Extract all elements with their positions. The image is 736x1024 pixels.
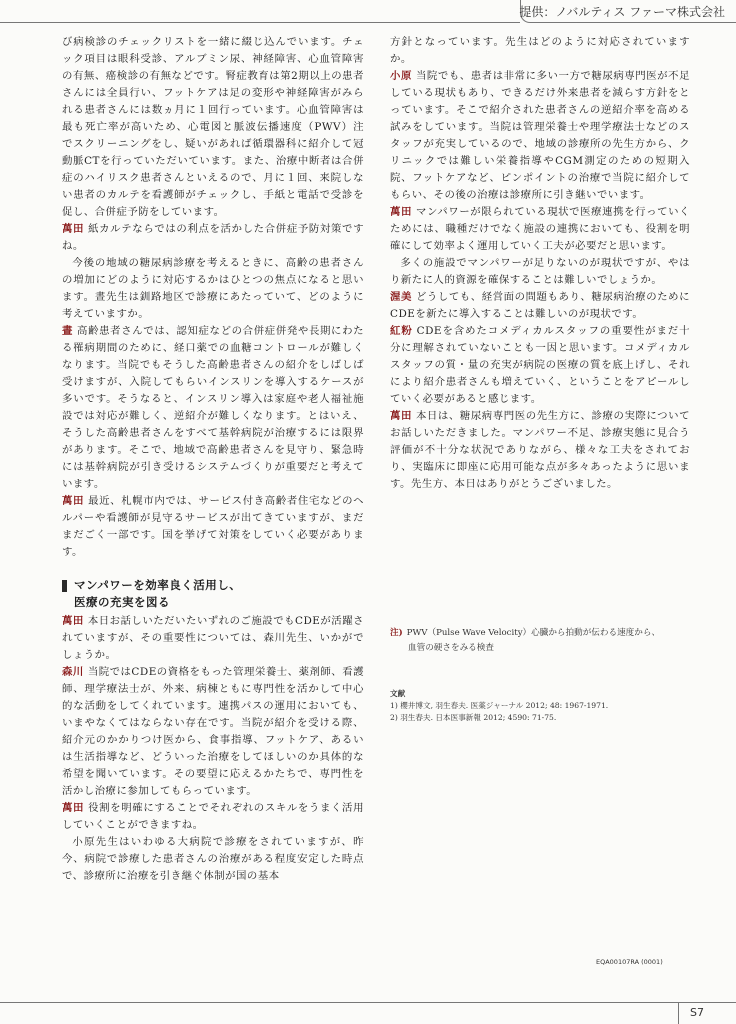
- paragraph: [390, 68, 690, 204]
- paragraph: [390, 408, 690, 493]
- paragraph-text: 当院でも、患者は非常に多い一方で糖尿病専門医が不足している現状もあり、できるだけ外来患者を減らす方針をとっています。そこで紹介された患者さんの逆紹介率を高める試みをしています。当院は管理栄養士や理学療法士などのスタッフが充実しているので、地域の診療所の先生方から、クリニックでは難しい栄養指導やCGM測定のための短期入院、フットケアなど、ピンポイントの治療で当院に紹介してもらい、その後の治療は診療所に引き継いでいます。: [390, 70, 691, 201]
- paragraph: [62, 255, 364, 323]
- sponsor-credit: 提供：ノバルティス ファーマ株式会社: [519, 5, 725, 19]
- left-column: [62, 34, 364, 885]
- section-marker: [62, 580, 67, 592]
- paragraph: [390, 323, 690, 408]
- paragraph-text: 高齢患者さんでは、認知症などの合併症併発や長期にわたる罹病期間のために、経口薬での血糖コントロールが難しくなります。当院でもそうした高齢患者さんの紹介をしばしば受けますが、入院してもらいインスリンを導入するケースが多いです。そうなると、インスリン導入は家庭や老人福祉施設では対応が難しく、逆紹介が難しくなります。とはいえ、そうした高齢患者さんをすべて基幹病院が治療するには限界があります。そこで、地域で高齢患者さんを見守り、緊急時には基幹病院が引き受けるシステムづくりが重要だと考えています。: [62, 325, 365, 490]
- footnote-label: 注): [390, 628, 403, 638]
- paragraph: [62, 221, 364, 255]
- footnote: [390, 626, 690, 656]
- speaker-name: 紅粉: [390, 325, 413, 337]
- paragraph: [62, 664, 364, 800]
- references-title: 文献: [390, 689, 406, 698]
- paragraph-text: 多くの施設でマンパワーが足りないのが現状ですが、やはり新たに人的資源を確保することは難しいでしょうか。: [390, 257, 690, 286]
- page-bottom-rule: [0, 1002, 736, 1003]
- header-tab: [520, 0, 736, 23]
- document-code: EQA00107RA (0001): [596, 958, 663, 966]
- paragraph: [390, 289, 690, 323]
- speaker-name: 小原: [390, 70, 412, 82]
- section-heading: [62, 577, 364, 611]
- paragraph-text: 最近、札幌市内では、サービス付き高齢者住宅などのヘルパーや看護師が見守るサービスが出てきていますが、まだまだごく一部です。国を挙げて対策をしていく必要があります。: [62, 495, 365, 558]
- speaker-name: 渥美: [390, 291, 412, 303]
- page-number-box: [678, 1002, 736, 1024]
- speaker-name: 萬田: [62, 223, 85, 235]
- paragraph: [62, 834, 364, 885]
- paragraph: [62, 323, 364, 493]
- footnote-text-continued: 血管の硬さをみる検査: [408, 643, 494, 653]
- paragraph-text: 本日お話しいただいたいずれのご施設でもCDEが活躍されていますが、その重要性については、森川先生、いかがでしょうか。: [62, 615, 364, 661]
- paragraph: [390, 255, 690, 289]
- header-rule: [0, 22, 520, 23]
- paragraph: [62, 613, 364, 664]
- paragraph-text: 本日は、糖尿病専門医の先生方に、診療の実際についてお話しいただきました。マンパワー不足、診療実態に見合う評価が不十分な状況でありながら、様々な工夫をされており、実臨床に即座に応用可能な点が多々あったように思います。先生方、本日はありがとうございました。: [390, 410, 690, 490]
- paragraph: [62, 800, 364, 834]
- speaker-name: 萬田: [62, 802, 85, 814]
- footnote-text: PWV（Pulse Wave Velocity）心臓から拍動が伝わる速度から、: [406, 628, 661, 638]
- paragraph-text: どうしても、経営面の問題もあり、糖尿病治療のためにCDEを新たに導入することは難しいのが現状です。: [390, 291, 691, 320]
- paragraph-text: び病検診のチェックリストを一緒に綴じ込んでいます。チェック項目は眼科受診、アルブミン尿、神経障害、心血管障害の有無、癌検診の有無などです。腎症教育は第2期以上の患者さんには全員行い、フットケアは足の変形や神経障害がみられる患者さんには数ヵ月に１回行っています。心血管障害は最も死亡率が高いため、心電図と脈波伝播速度（PWV）注 でスクリーニングをし、疑いがあれば循環器科に紹介して冠動脈CTを行っていただいています。また、治療中断者は合併症のハイリスク患者さんといえるので、月に１回、来院しない患者のカルテを看護師がチェックし、手紙と電話で受診を促し、合併症予防をしています。: [62, 36, 364, 218]
- paragraph-text: 役割を明確にすることでそれぞれのスキルをうまく活用していくことができますね。: [62, 802, 364, 831]
- references: [390, 688, 690, 724]
- reference-item: 1) 櫻井博文, 羽生春夫. 医薬ジャーナル 2012; 48: 1967-1971.: [390, 701, 609, 710]
- paragraph-text: 方針となっています。先生はどのように対応されていますか。: [390, 36, 690, 65]
- paragraph-text: 当院ではCDEの資格をもった管理栄養士、薬剤師、看護師、理学療法士が、外来、病棟ともに専門性を活かして中心的な活動をしてくれています。連携パスの運用においても、いまやなくてはならない存在です。当院が紹介を受ける際、紹介元のかかりつけ医から、食事指導、フットケア、あるいは生活指導など、どういった治療をしてほしいのか具体的な希望を聞いています。その要望に応えるかたちで、専門性を活かし治療に参加してもらっています。: [62, 666, 364, 797]
- paragraph: [62, 34, 364, 221]
- paragraph: [390, 34, 690, 68]
- paragraph-text: マンパワーが限られている現状で医療連携を行っていくためには、職種だけでなく施設の連携においても、役割を明確にして効率よく運用していく工夫が必要だと思います。: [390, 206, 691, 252]
- paragraph-text: CDEを含めたコメディカルスタッフの重要性がまだ十分に理解されていないことも一因と思います。コメディカルスタッフの質・量の充実が病院の医療の質を底上げし、それにより紹介患者さんも増えていく、ということをアピールしていく必要があると感じます。: [390, 325, 690, 405]
- paragraph: [390, 204, 690, 255]
- speaker-name: 萬田: [62, 615, 84, 627]
- speaker-name: 萬田: [62, 495, 85, 507]
- speaker-name: 萬田: [390, 206, 412, 218]
- speaker-name: 森川: [62, 666, 84, 678]
- paragraph-text: 今後の地域の糖尿病診療を考えるときに、高齢の患者さんの増加にどのように対応するかはひとつの焦点になると思います。晝先生は釧路地区で診療にあたっていて、どのように考えていますか。: [62, 257, 364, 320]
- paragraph: [62, 493, 364, 561]
- right-column: [390, 34, 690, 493]
- speaker-name: 晝: [62, 325, 74, 337]
- paragraph-text: 紙カルテならではの利点を活かした合併症予防対策ですね。: [62, 223, 364, 252]
- reference-item: 2) 羽生春夫. 日本医事新報 2012; 4590: 71-75.: [390, 713, 557, 722]
- paragraph-text: 小原先生はいわゆる大病院で診療をされていますが、昨今、病院で診療した患者さんの治療がある程度安定した時点で、診療所に治療を引き継ぐ体制が国の基本: [62, 836, 364, 882]
- page-number: S7: [690, 1006, 704, 1019]
- section-heading-text: マンパワーを効率良く活用し、 医療の充実を図る: [74, 578, 242, 609]
- speaker-name: 萬田: [390, 410, 412, 422]
